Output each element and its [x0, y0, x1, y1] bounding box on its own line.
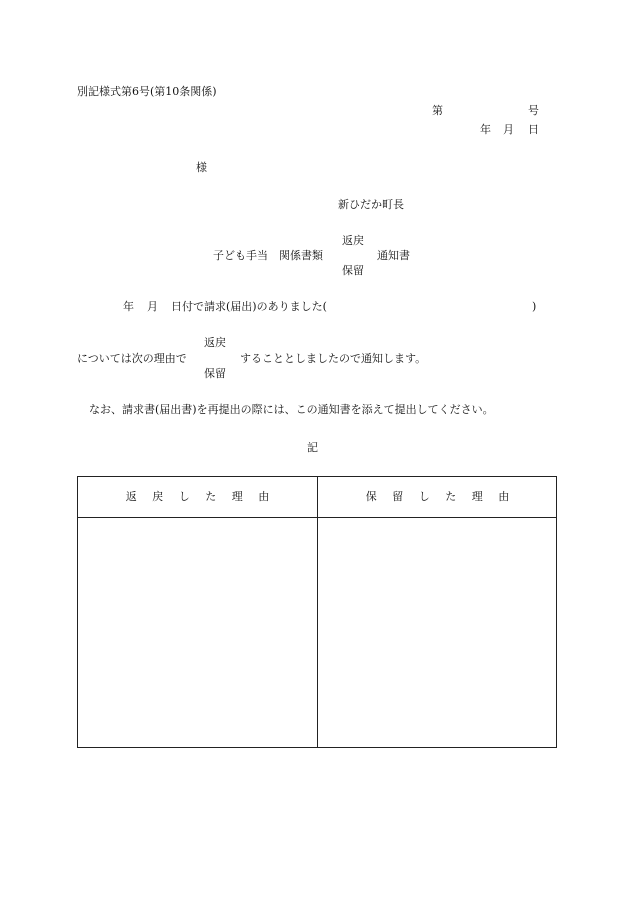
request-subject-field[interactable]	[345, 300, 525, 314]
body-option-hold: 保留	[204, 367, 226, 380]
sender-title: 新ひだか町長	[338, 198, 404, 211]
request-paren-close: )	[532, 300, 537, 313]
subject-option-hold: 保留	[342, 264, 364, 277]
date-year-label: 年	[480, 123, 491, 136]
document-number-suffix: 号	[528, 104, 539, 117]
reason-intro-text: については次の理由で	[77, 352, 187, 365]
document-number-prefix: 第	[432, 104, 443, 117]
addressee-honorific: 様	[196, 161, 207, 174]
subject-suffix: 通知書	[377, 249, 410, 262]
return-reason-cell[interactable]	[78, 518, 316, 747]
ki-heading: 記	[307, 441, 318, 454]
request-date-text: 日付で請求(届出)のありました(	[171, 300, 327, 313]
hold-reason-cell[interactable]	[318, 518, 556, 747]
document-number-field[interactable]	[446, 104, 526, 118]
resubmission-note: なお、請求書(届出書)を再提出の際には、この通知書を添えて提出してください。	[89, 403, 494, 416]
addressee-name-field[interactable]	[77, 161, 187, 175]
request-date-year: 年	[123, 300, 134, 313]
date-month-label: 月	[503, 123, 514, 136]
subject-option-return: 返戻	[342, 234, 364, 247]
reasons-table	[77, 476, 557, 748]
return-reason-header: 返 戻 し た 理 由	[125, 490, 270, 503]
result-text: することとしましたので通知します。	[240, 352, 427, 365]
body-option-return: 返戻	[204, 336, 226, 349]
hold-reason-header: 保 留 し た 理 由	[365, 490, 510, 503]
request-date-month: 月	[147, 300, 158, 313]
form-reference: 別記様式第6号(第10条関係)	[77, 85, 217, 98]
date-day-label: 日	[528, 123, 539, 136]
subject-main-text: 子ども手当 関係書類	[213, 249, 323, 262]
